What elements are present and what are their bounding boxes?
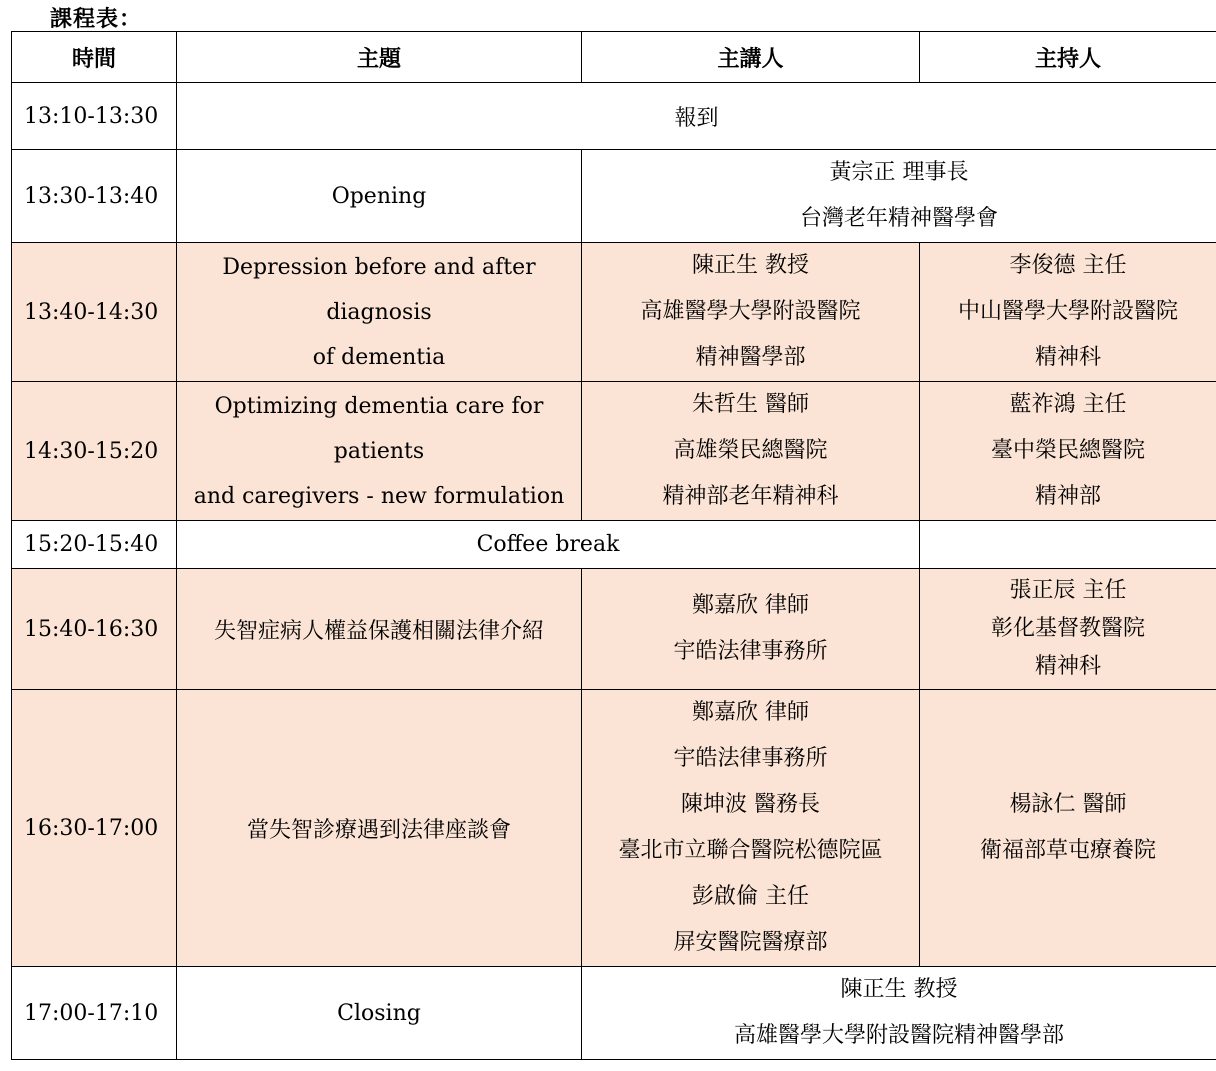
time-cell: 15:20-15:40	[12, 521, 177, 569]
topic-cell: Closing	[177, 967, 582, 1060]
speaker-line: 高雄醫學大學附設醫院	[640, 299, 861, 324]
speaker-cell	[582, 382, 920, 521]
moderator-line: 精神部	[1034, 484, 1101, 509]
topic-cell: Opening	[177, 150, 582, 243]
page-title: 課程表：	[50, 7, 143, 32]
time-cell: 13:30-13:40	[12, 150, 177, 243]
header-speaker: 主講人	[582, 32, 920, 83]
speaker-line: 鄭嘉欣 律師	[692, 593, 809, 618]
moderator-line: 楊詠仁 醫師	[1009, 792, 1127, 817]
table-row	[12, 83, 1216, 150]
speaker-cell	[582, 569, 920, 690]
speaker-line: 宇皓法律事務所	[673, 639, 828, 664]
speaker-line: 臺北市立聯合醫院松德院區	[618, 838, 883, 863]
header-topic: 主題	[177, 32, 582, 83]
header-moderator: 主持人	[920, 32, 1216, 83]
speaker-line: 高雄榮民總醫院	[673, 438, 828, 463]
moderator-line: 藍祚鴻 主任	[1009, 392, 1127, 417]
speaker-cell	[582, 150, 1216, 243]
moderator-cell	[920, 382, 1216, 521]
header-time: 時間	[12, 32, 177, 83]
time-cell: 16:30-17:00	[12, 690, 177, 967]
speaker-line: 黃宗正 理事長	[829, 160, 969, 185]
moderator-line: 張正辰 主任	[1009, 578, 1127, 603]
moderator-line: 臺中榮民總醫院	[990, 438, 1145, 463]
moderator-line: 精神科	[1034, 345, 1101, 370]
table-row	[12, 967, 1216, 1060]
moderator-line: 衛福部草屯療養院	[979, 838, 1156, 863]
time-cell: 13:10-13:30	[12, 83, 177, 150]
speaker-line: 台灣老年精神醫學會	[799, 206, 998, 231]
time-cell: 15:40-16:30	[12, 569, 177, 690]
speaker-line: 陳正生 教授	[840, 977, 958, 1002]
registration-cell: 報到	[177, 83, 1216, 150]
table-row	[12, 521, 1216, 569]
speaker-cell	[582, 967, 1216, 1060]
time-cell: 14:30-15:20	[12, 382, 177, 521]
topic-line: Depression before and after diagnosis	[222, 254, 536, 325]
moderator-cell	[920, 569, 1216, 690]
topic-cell	[177, 243, 582, 382]
empty-cell	[920, 521, 1216, 569]
table-row	[12, 569, 1216, 690]
moderator-cell	[920, 690, 1216, 967]
topic-line: Optimizing dementia care for patients	[214, 393, 544, 464]
speaker-line: 精神醫學部	[695, 345, 806, 370]
table-row	[12, 150, 1216, 243]
time-cell: 17:00-17:10	[12, 967, 177, 1060]
table-row	[12, 243, 1216, 382]
speaker-line: 鄭嘉欣 律師	[692, 700, 809, 725]
speaker-line: 高雄醫學大學附設醫院精神醫學部	[733, 1023, 1064, 1048]
speaker-line: 彭啟倫 主任	[692, 884, 809, 909]
speaker-cell	[582, 690, 920, 967]
topic-line: of dementia	[312, 344, 446, 370]
speaker-line: 陳正生 教授	[692, 253, 809, 278]
schedule-table	[11, 31, 1216, 1060]
moderator-cell	[920, 243, 1216, 382]
speaker-line: 朱哲生 醫師	[692, 392, 809, 417]
moderator-line: 精神科	[1034, 654, 1101, 679]
header-row	[12, 32, 1216, 83]
speaker-line: 精神部老年精神科	[662, 484, 839, 509]
moderator-line: 李俊德 主任	[1009, 253, 1127, 278]
speaker-line: 宇皓法律事務所	[673, 746, 828, 771]
coffee-break-cell: Coffee break	[177, 521, 920, 569]
topic-cell	[177, 382, 582, 521]
moderator-line: 中山醫學大學附設醫院	[957, 299, 1178, 324]
table-row	[12, 382, 1216, 521]
time-cell: 13:40-14:30	[12, 243, 177, 382]
speaker-line: 屏安醫院醫療部	[673, 930, 828, 955]
table-row	[12, 690, 1216, 967]
topic-line: and caregivers - new formulation	[193, 483, 565, 509]
topic-cell: 當失智診療遇到法律座談會	[177, 690, 582, 967]
topic-cell: 失智症病人權益保護相關法律介紹	[177, 569, 582, 690]
moderator-line: 彰化基督教醫院	[990, 616, 1145, 641]
speaker-cell	[582, 243, 920, 382]
speaker-line: 陳坤波 醫務長	[681, 792, 820, 817]
